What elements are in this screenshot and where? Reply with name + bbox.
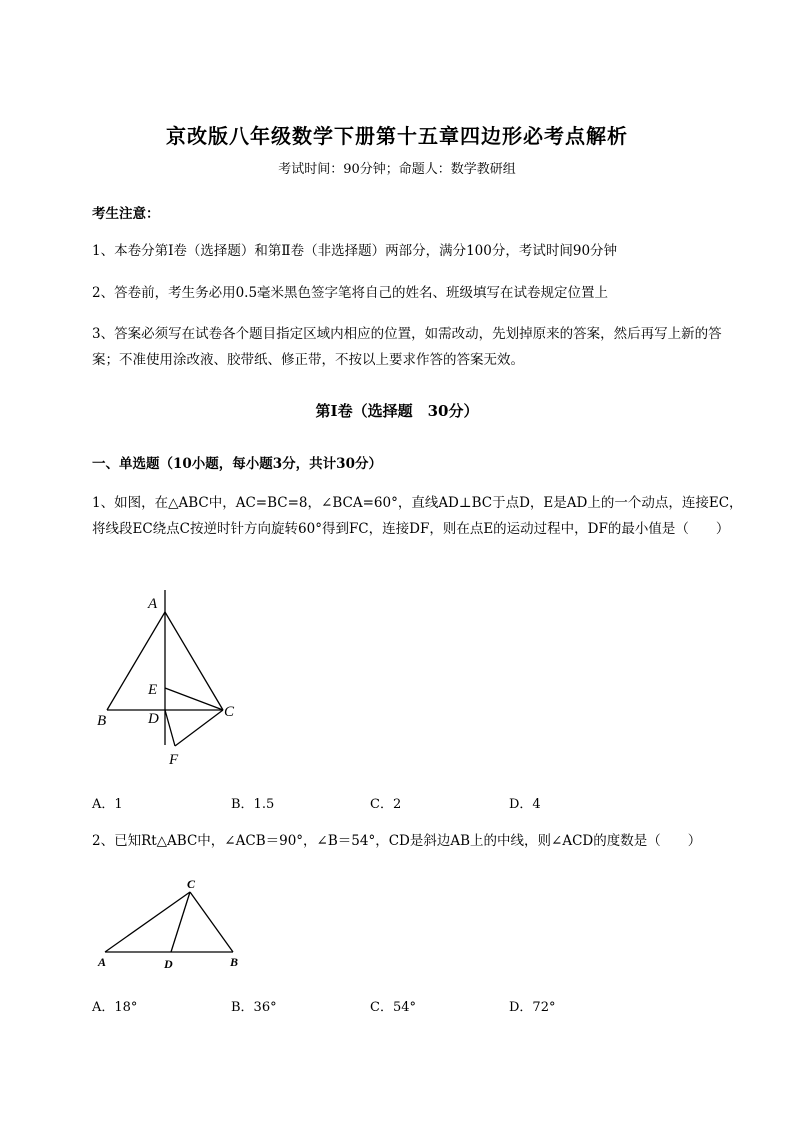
label-c: C (224, 704, 235, 720)
side-ac (165, 612, 223, 710)
label-f: F (169, 752, 179, 768)
q1-option-b[interactable]: B．1.5 (231, 797, 275, 812)
segment-fc (175, 710, 223, 746)
q2-option-c[interactable]: C．54° (370, 1000, 416, 1015)
page-title: 京改版八年级数学下册第十五章四边形必考点解析 (166, 124, 628, 148)
label-d: D (148, 711, 159, 727)
label-a: A (148, 596, 158, 612)
question-1-text: 1、如图，在△ABC中，AC=BC=8，∠BCA=60°，直线AD⊥BC于点D，E是AD上的一个动点，连接EC，将线段EC绕点C按逆时针方向旋转60°得到FC，连接DF，则在点E的运动过程中，DF的最小值是（ ） (92, 495, 743, 537)
q1-option-a[interactable]: A．1 (92, 797, 123, 812)
segment-ec (165, 688, 223, 710)
label-e: E (148, 682, 158, 698)
median-cd (171, 892, 190, 952)
exam-subtitle: 考试时间：90分钟；命题人：数学教研组 (278, 162, 516, 177)
side-ac (105, 892, 190, 952)
q1-option-d[interactable]: D．4 (509, 797, 541, 812)
question-2-text: 2、已知Rt△ABC中，∠ACB＝90°，∠B＝54°，CD是斜边AB上的中线，则∠ACD的度数是（ ） (92, 833, 702, 849)
label-b: B (97, 713, 107, 729)
segment-df (165, 710, 175, 746)
q1-option-c[interactable]: C．2 (370, 797, 402, 812)
side-bc (190, 892, 233, 952)
label-c: C (187, 877, 196, 891)
notice-rule-3: 3、答案必须写在试卷各个题目指定区域内相应的位置，如需改动，先划掉原来的答案，然后再写上新的答案；不准使用涂改液、胶带纸、修正带，不按以上要求作答的答案无效。 (92, 326, 722, 368)
question-2-figure (95, 872, 255, 972)
group-title: 一、单选题（10小题，每小题3分，共计30分） (92, 456, 382, 472)
label-a: A (98, 955, 107, 969)
label-d: D (164, 957, 173, 971)
question-1-figure (90, 590, 250, 770)
notice-heading: 考生注意： (92, 206, 160, 222)
section-title: 第I卷（选择题 30分） (315, 402, 479, 420)
notice-rule-1: 1、本卷分第I卷（选择题）和第Ⅱ卷（非选择题）两部分，满分100分，考试时间90分钟 (92, 243, 618, 259)
notice-rule-2: 2、答卷前，考生务必用0.5毫米黑色签字笔将自己的姓名、班级填写在试卷规定位置上 (92, 285, 609, 301)
q2-option-d[interactable]: D．72° (509, 1000, 556, 1015)
q2-option-a[interactable]: A．18° (92, 1000, 138, 1015)
label-b: B (230, 955, 239, 969)
q2-option-b[interactable]: B．36° (231, 1000, 277, 1015)
